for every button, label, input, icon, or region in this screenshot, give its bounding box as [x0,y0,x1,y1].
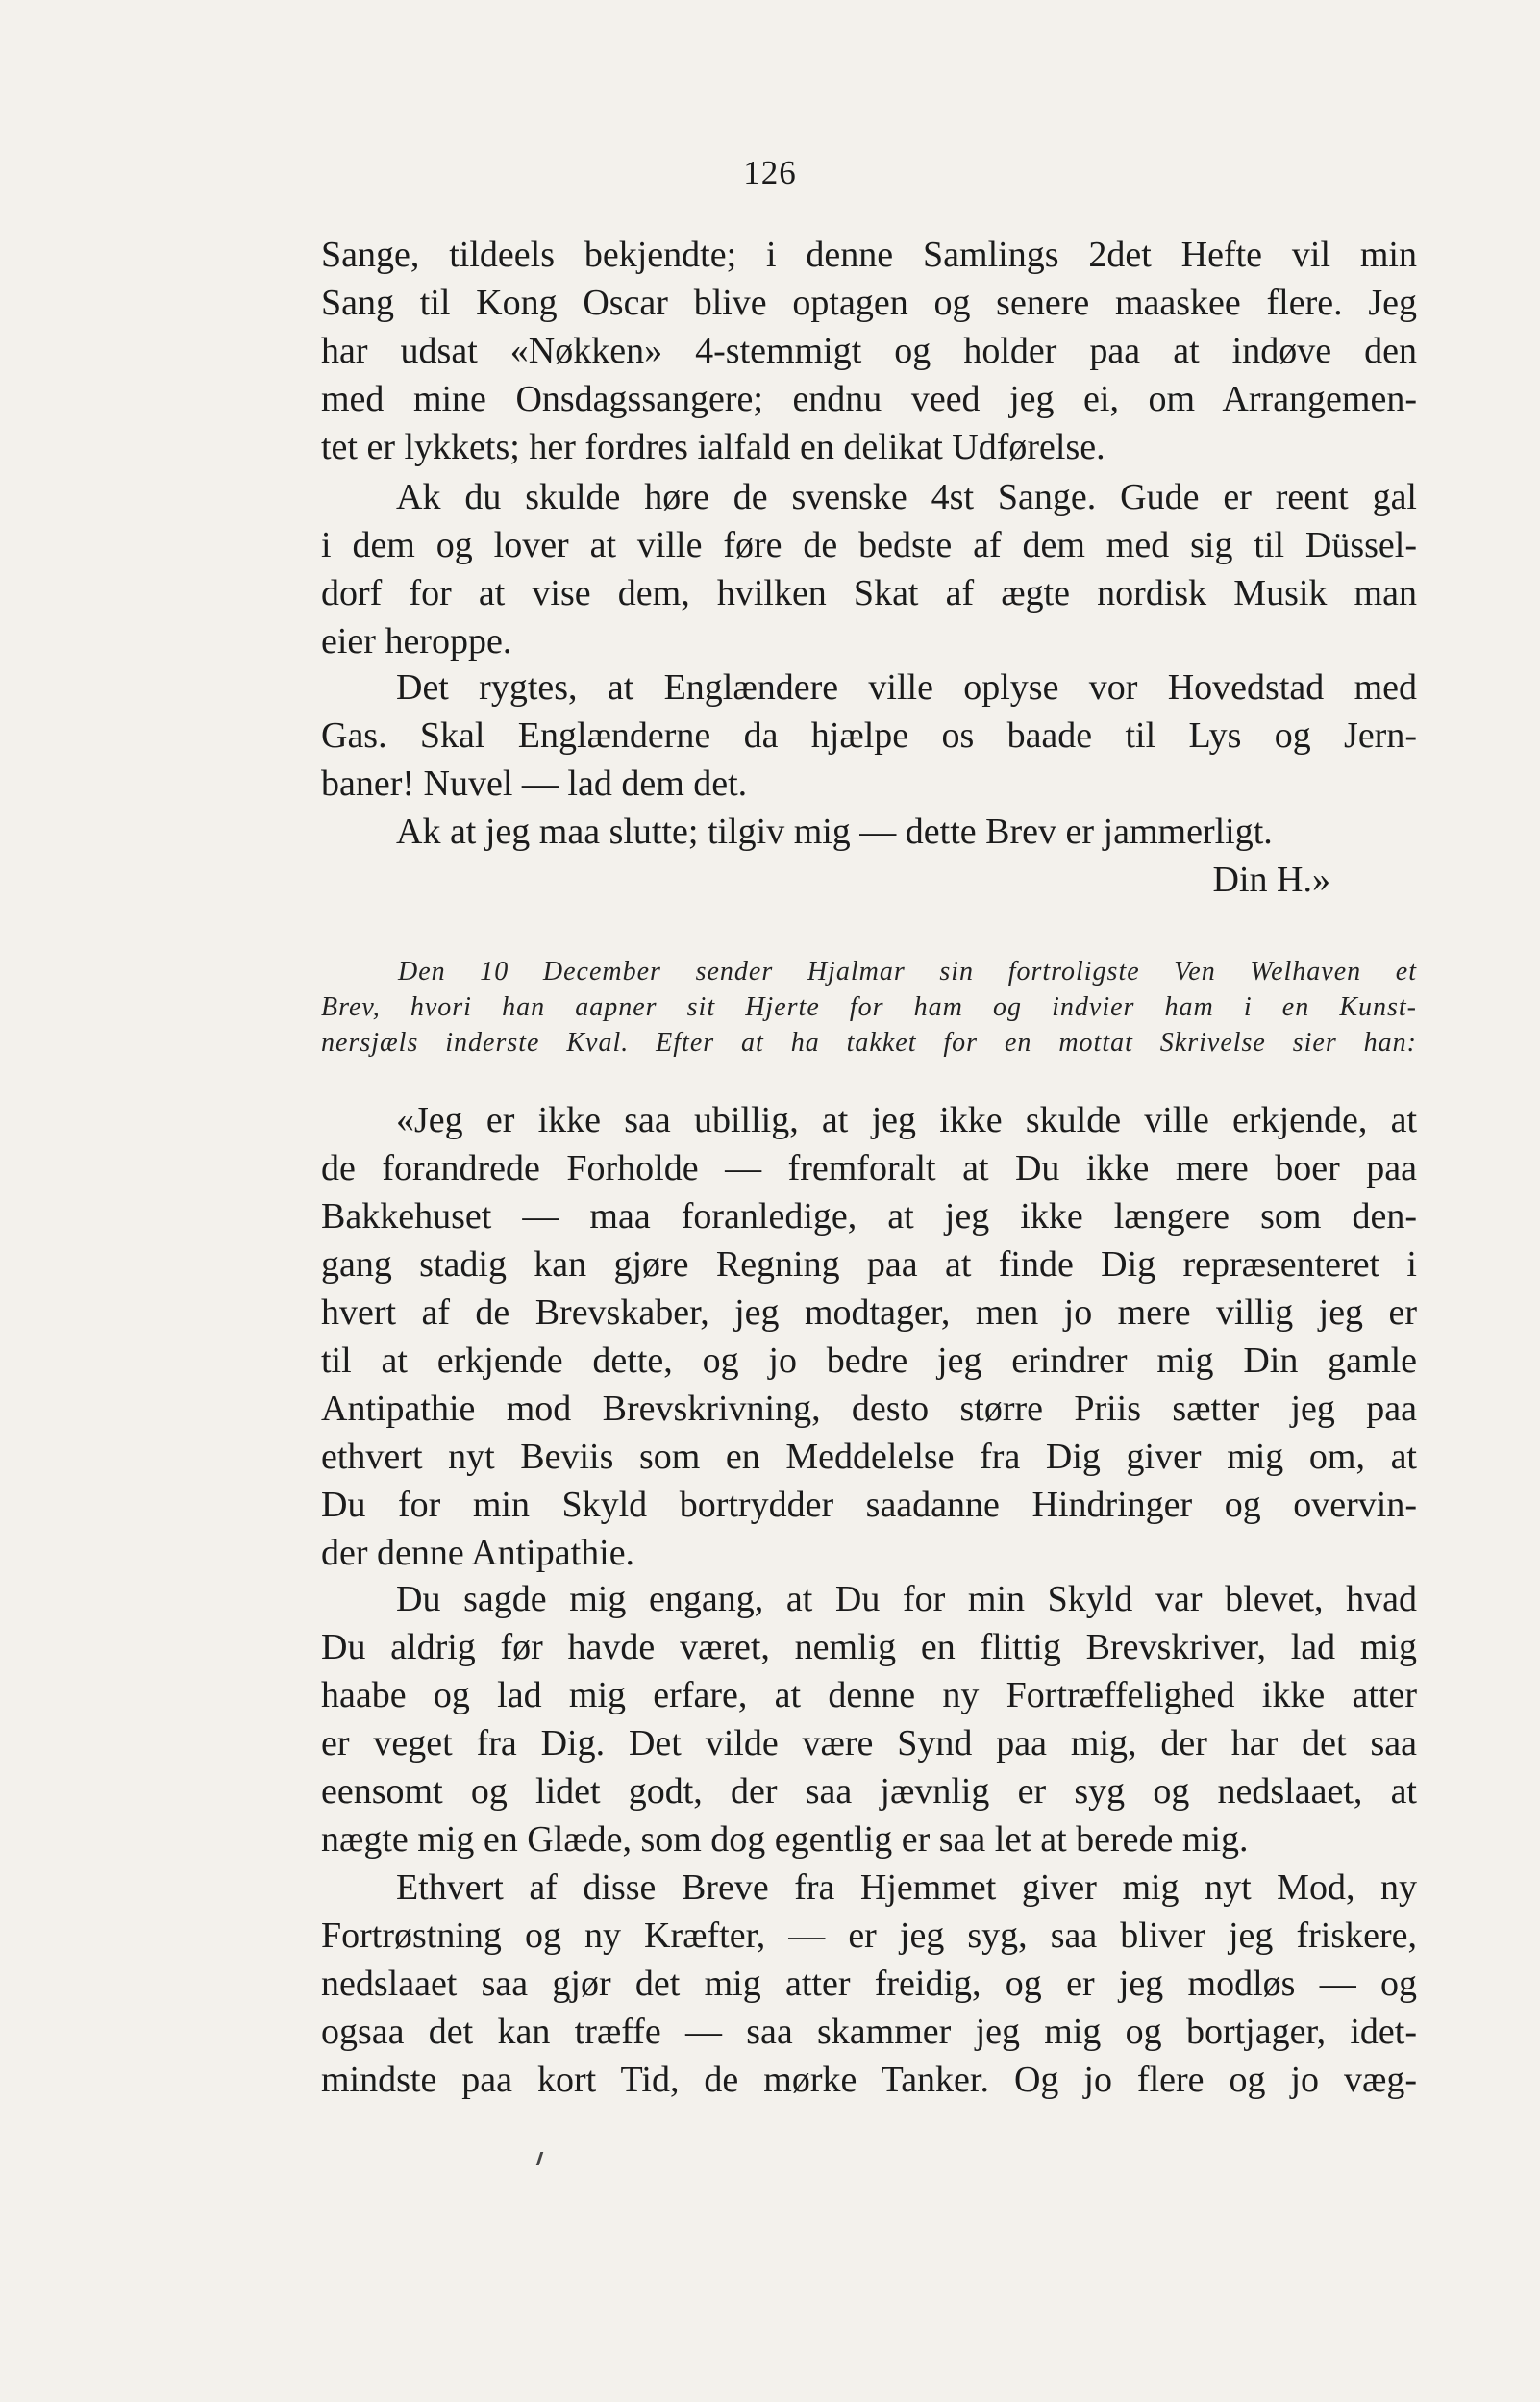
text-line: Det rygtes, at Englændere ville oplyse vor Hovedstad med [396,667,1417,708]
text-line: baner! Nuvel — lad dem det. [321,763,748,804]
text-line: til at erkjende dette, og jo bedre jeg erindrer mig Din gamle [321,1340,1417,1381]
note-line: Brev, hvori han aapner sit Hjerte for ham og indvier ham i en Kunst- [321,992,1417,1022]
signature: Din H.» [1212,860,1330,900]
paragraph-2 [321,473,1417,665]
editorial-note [321,954,1417,1061]
stray-mark [536,2152,544,2165]
note-line: Den 10 December sender Hjalmar sin fortroligste Ven Welhaven et [398,957,1417,987]
text-line: de forandrede Forholde — fremforalt at Du ikke mere boer paa [321,1148,1417,1188]
paragraph-1 [321,231,1417,471]
text-line: Antipathie mod Brevskrivning, desto større Priis sætter jeg paa [321,1389,1417,1429]
text-line: nægte mig en Glæde, som dog egentlig er saa let at berede mig. [321,1819,1249,1860]
paragraph-3 [321,663,1417,808]
text-line: ethvert nyt Beviis som en Meddelelse fra Dig giver mig om, at [321,1437,1417,1477]
text-line: Ak du skulde høre de svenske 4st Sange. Gude er reent gal [396,477,1417,517]
text-line: Du for min Skyld bortrydder saadanne Hindringer og overvin- [321,1485,1417,1525]
text-line: har udsat «Nøkken» 4-stemmigt og holder paa at indøve den [321,331,1417,371]
text-line: Fortrøstning og ny Kræfter, — er jeg syg, saa bliver jeg friskere, [321,1915,1417,1956]
note-line: nersjæls inderste Kval. Efter at ha takket for en mottat Skrivelse sier han: [321,1028,1417,1058]
letter-paragraph-1 [321,1096,1417,1577]
text-line: dorf for at vise dem, hvilken Skat af ægte nordisk Musik man [321,573,1417,613]
text-line: Sang til Kong Oscar blive optagen og senere maaskee flere. Jeg [321,283,1417,323]
text-line: i dem og lover at ville føre de bedste af dem med sig til Düssel- [321,525,1417,565]
text-line: Ak at jeg maa slutte; tilgiv mig — dette Brev er jammerligt. [396,812,1273,852]
text-line: hvert af de Brevskaber, jeg modtager, men jo mere villig jeg er [321,1292,1417,1333]
text-line: mindste paa kort Tid, de mørke Tanker. Og jo flere og jo væg- [321,2060,1417,2100]
text-line: Du sagde mig engang, at Du for min Skyld var blevet, hvad [396,1579,1417,1619]
letter-paragraph-2 [321,1575,1417,1864]
text-line: Ethvert af disse Breve fra Hjemmet giver mig nyt Mod, ny [396,1867,1417,1908]
text-line: med mine Onsdagssangere; endnu veed jeg ei, om Arrangemen- [321,379,1417,419]
text-line: er veget fra Dig. Det vilde være Synd paa mig, der har det saa [321,1723,1417,1764]
text-line: nedslaaet saa gjør det mig atter freidig, og er jeg modløs — og [321,1964,1417,2004]
text-line: gang stadig kan gjøre Regning paa at finde Dig repræsenteret i [321,1244,1417,1285]
text-line: ogsaa det kan træffe — saa skammer jeg mig og bortjager, idet- [321,2012,1417,2052]
text-line: Gas. Skal Englænderne da hjælpe os baade til Lys og Jern- [321,715,1417,756]
page-number: 126 [743,154,797,191]
paragraph-4 [321,808,1417,904]
text-line: Sange, tildeels bekjendte; i denne Samlings 2det Hefte vil min [321,235,1417,275]
letter-paragraph-3 [321,1864,1417,2104]
text-line: eensomt og lidet godt, der saa jævnlig er syg og nedslaaet, at [321,1771,1417,1812]
text-line: tet er lykkets; her fordres ialfald en delikat Udførelse. [321,427,1105,467]
text-line: «Jeg er ikke saa ubillig, at jeg ikke skulde ville erkjende, at [396,1100,1417,1140]
text-line: haabe og lad mig erfare, at denne ny Fortræffelighed ikke atter [321,1675,1417,1715]
text-line: der denne Antipathie. [321,1533,635,1573]
text-line: Bakkehuset — maa foranledige, at jeg ikke længere som den- [321,1196,1417,1237]
text-line: Du aldrig før havde været, nemlig en flittig Brevskriver, lad mig [321,1627,1417,1667]
text-line: eier heroppe. [321,621,512,662]
